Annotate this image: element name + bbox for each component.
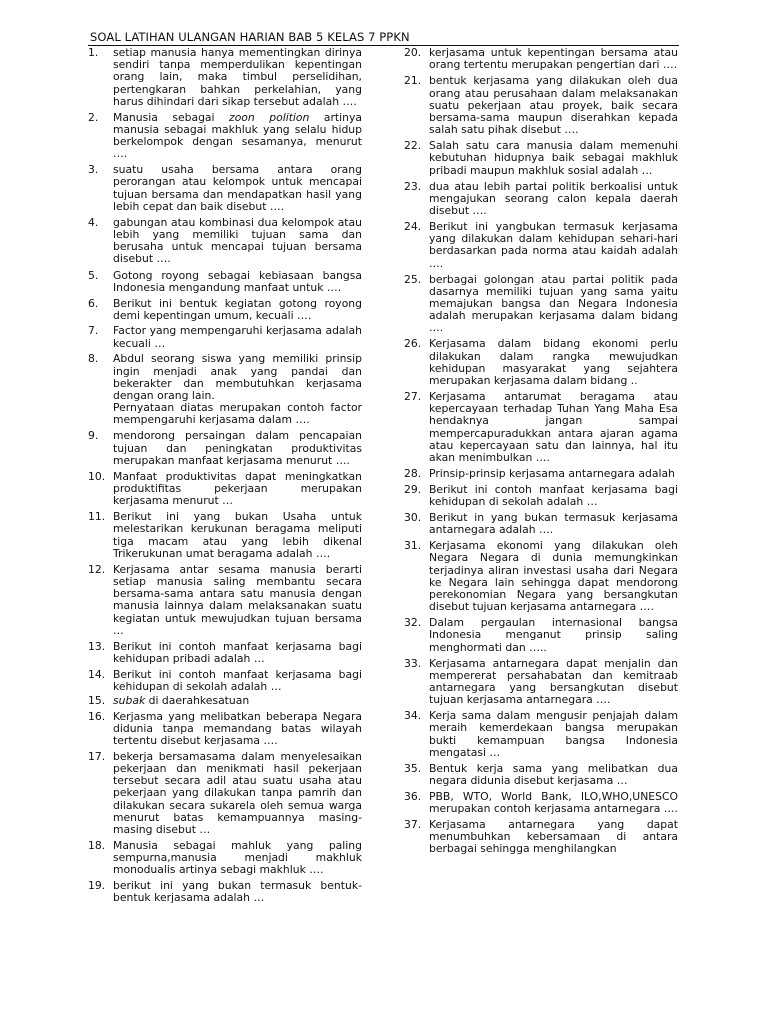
question-number: 17.: [88, 749, 106, 763]
question-text: Salah satu cara manusia dalam memenuhi kebutuhan hidupnya baik sebagai makhluk pribadi maupun makhluk sosial adalah …: [429, 139, 678, 177]
question-number: 29.: [404, 483, 422, 497]
question-text: Kerjasama antarumat beragama atau kepercayaan terhadap Tuhan Yang Maha Esa hendaknya jangan sampai mempercapuradukkan antara ajaran agama atau kepercayaan satu dan lainnya, hal itu akan menimbulkan ….: [429, 390, 678, 465]
question-number: 8.: [88, 352, 99, 366]
question-text: Bentuk kerja sama yang melibatkan dua negara didunia disebut kerjasama …: [429, 761, 678, 788]
question-text-part: Manusia sebagai: [113, 110, 230, 124]
question-text: Kerjasma yang melibatkan beberapa Negara didunia tanpa memandang batas wilayah tertentu disebut kerjasama ….: [113, 709, 362, 748]
question-text: Berikut ini bentuk kegiatan gotong royong demi kepentingan umum, kecuali ….: [113, 297, 362, 323]
question-number: 31.: [404, 539, 422, 553]
question-item: [88, 511, 362, 560]
question-text: bekerja bersamasama dalam menyelesaikan pekerjaan dan menikmati hasil pekerjaan tersebut secara adil atau suatu usaha atau pekerjaan yang dilakukan tanpa pamrih dan dilakukan secara sukarela oleh semua warga menurut batas kemampuannya masing-masing disebut …: [113, 749, 362, 837]
question-number: 30.: [404, 510, 422, 524]
question-number: 33.: [404, 656, 422, 670]
question-item: [404, 791, 678, 815]
question-text-part: artinya manusia sebagai makhluk yang selalu hidup berkelompok dengan sesamanya, menurut ….: [113, 110, 362, 161]
question-text: berikut ini yang bukan termasuk bentuk-bentuk kerjasama adalah …: [113, 879, 362, 905]
question-number: 12.: [88, 562, 106, 576]
question-item: [88, 47, 362, 108]
question-item: [404, 140, 678, 177]
question-number: 2.: [88, 110, 99, 124]
question-item: [88, 641, 362, 665]
question-number: 6.: [88, 297, 99, 311]
question-text: mendorong persaingan dalam pencapaian tujuan dan peningkatan produktivitas merupakan manfaat kerjasama menurut ….: [113, 429, 362, 467]
question-text: Kerjasama antarnegara dapat menjalin dan mempererat persahabatan dan kemitraab antarnegara yang bersangkutan disebut tujuan kerjasama antarnegara ….: [429, 656, 678, 707]
question-item: [88, 840, 362, 877]
question-item: [88, 669, 362, 693]
question-number: 36.: [404, 789, 422, 803]
question-number: 4.: [88, 215, 99, 229]
question-number: 18.: [88, 839, 106, 853]
question-item: [88, 880, 362, 904]
question-item: [88, 564, 362, 637]
question-item: [88, 217, 362, 266]
question-item: [404, 47, 678, 71]
question-text: [113, 694, 249, 707]
question-text: Berikut ini yang bukan Usaha untuk melestarikan kerukunan beragama meliputi tiga macam atau yang lebih dikenal Trikerukunan umat beragama adalah ….: [113, 510, 362, 560]
question-text: [113, 111, 362, 161]
page-title: SOAL LATIHAN ULANGAN HARIAN BAB 5 KELAS 7 PPKN: [90, 30, 410, 44]
question-number: 16.: [88, 709, 106, 723]
question-text: setiap manusia hanya mementingkan dirinya sendiri tanpa memperdulikan kepentingan orang lain, maka timbul perselidihan, pertengkaran bahkan perkelahian, yang harus dihindari dari sikap tersebut adalah ….: [113, 46, 362, 108]
question-number: 32.: [404, 616, 422, 630]
question-item: [88, 353, 362, 426]
question-number: 27.: [404, 390, 422, 404]
question-text: Berikut in yang bukan termasuk kerjasama antarnegara adalah ….: [429, 510, 678, 537]
question-number: 26.: [404, 337, 422, 351]
question-text: Prinsip-prinsip kerjasama antarnegara adalah: [429, 467, 675, 481]
question-item: [404, 819, 678, 856]
question-item: [88, 711, 362, 748]
question-number: 22.: [404, 139, 422, 153]
question-text: Kerjasama antarnegara yang dapat menumbuhkan kebersamaan di antara berbagai sehingga menghilangkan: [429, 817, 678, 856]
question-text: Manfaat produktivitas dapat meningkatkan produktifitas pekerjaan merupakan kerjasama menurut …: [113, 469, 362, 508]
question-text: Kerja sama dalam mengusir penjajah dalam meraih kemerdekaan bangsa merupakan bukti kemampuan bangsa Indonesia mengatasi …: [429, 709, 678, 759]
question-item: [404, 617, 678, 654]
question-item: [404, 468, 678, 480]
question-number: 35.: [404, 761, 422, 775]
question-text: Manusia sebagai mahluk yang paling sempurna,manusia menjadi makhluk monodualis artinya sebagi makhluk ….: [113, 839, 362, 877]
question-item: [404, 512, 678, 536]
question-item: [404, 658, 678, 707]
question-text: Berikut ini contoh manfaat kerjasama bagi kehidupan di sekolah adalah …: [113, 667, 362, 693]
question-text: Berikut ini contoh manfaat kerjasama bagi kehidupan pribadi adalah …: [113, 639, 362, 665]
question-item: [88, 471, 362, 508]
question-item: [404, 338, 678, 387]
question-text: Kerjasama dalam bidang ekonomi perlu dilakukan dalam rangka mewujudkan kehidupan masyarakat yang sejahtera merupakan kerjasama dalam bidang ..: [429, 337, 678, 388]
question-item: [88, 112, 362, 161]
question-text: suatu usaha bersama antara orang perorangan atau kelompok untuk mencapai tujuan bersama dan mendapatkan hasil yang lebih cepat dan baik disebut ….: [113, 163, 362, 213]
question-italic-term: zoon polition: [229, 110, 310, 124]
question-text: PBB, WTO, World Bank, ILO,WHO,UNESCO merupakan contoh kerjasama antarnegara ….: [429, 789, 678, 815]
question-number: 7.: [88, 324, 99, 338]
question-item: [404, 274, 678, 335]
question-number: 28.: [404, 467, 422, 481]
question-number: 15.: [88, 694, 106, 708]
question-number: 14.: [88, 667, 106, 681]
question-italic-term: subak: [113, 694, 146, 708]
question-item: [404, 710, 678, 759]
question-number: 37.: [404, 817, 422, 831]
question-item: [404, 540, 678, 613]
question-number: 24.: [404, 220, 422, 234]
question-text: Kerjasama ekonomi yang dilakukan oleh Negara Negara di dunia memungkinkan terjadinya aliran investasi usaha dari Negara ke Negara lain sehingga dapat mendorong perekonomian Negara yang bersangkutan disebut tujuan kerjasama antarnegara ….: [429, 539, 678, 614]
question-number: 20.: [404, 46, 422, 59]
question-text: bentuk kerjasama yang dilakukan oleh dua orang atau perusahaan dalam melaksanakan suatu pekerjaan atau proyek, baik secara bersama-sama maupun diserahkan kepada salah satu pihak disebut ….: [429, 74, 678, 137]
question-item: [404, 75, 678, 136]
question-item: [88, 270, 362, 294]
question-text: kerjasama untuk kepentingan bersama atau orang tertentu merupakan pengertian dari ….: [429, 46, 678, 72]
question-text: Berikut ini yangbukan termasuk kerjasama yang dilakukan dalam kehidupan sehari-hari berdasarkan pada norma atau kaidah adalah ….: [429, 220, 678, 270]
left-question-column: [88, 47, 362, 905]
question-text: dua atau lebih partai politik berkoalisi untuk mengajukan seorang calon kepala daerah disebut ….: [429, 179, 678, 218]
question-text: Berikut ini contoh manfaat kerjasama bagi kehidupan di sekolah adalah …: [429, 483, 678, 509]
question-item: [88, 325, 362, 349]
question-number: 21.: [404, 74, 422, 88]
question-number: 34.: [404, 709, 422, 723]
question-number: 9.: [88, 429, 99, 443]
question-text: Abdul seorang siswa yang memiliki prinsip ingin menjadi anak yang pandai dan bekerakter dan membutuhkan kerjasama dengan orang lain.: [113, 352, 362, 402]
question-text: Kerjasama antar sesama manusia berarti setiap manusia saling membantu secara bersama-sama antara satu manusia dengan manusia lainnya dalam melaksanakan suatu kegiatan untuk mewujudkan tujuan bersama …: [113, 562, 362, 637]
question-number: 19.: [88, 879, 106, 893]
question-number: 3.: [88, 163, 99, 177]
question-item: [88, 430, 362, 467]
question-number: 1.: [88, 46, 99, 59]
question-text: gabungan atau kombinasi dua kelompok atau lebih yang memiliki tujuan sama dan berusaha untuk mencapai tujuan bersama disebut ….: [113, 215, 362, 266]
question-number: 25.: [404, 272, 422, 286]
question-item: [404, 484, 678, 508]
question-item: [404, 181, 678, 218]
question-item: [88, 298, 362, 322]
question-number: 13.: [88, 639, 106, 653]
question-text-rest: di daerahkesatuan: [145, 694, 250, 708]
question-number: 10.: [88, 469, 106, 483]
right-question-column: [404, 47, 678, 856]
question-number: 11.: [88, 510, 106, 524]
question-item: [404, 221, 678, 270]
question-item: [88, 695, 362, 707]
question-text: Dalam pergaulan internasional bangsa Indonesia menganut prinsip saling menghormati dan …..: [429, 616, 678, 654]
question-item: [404, 763, 678, 787]
question-number: 5.: [88, 269, 99, 283]
question-text: berbagai golongan atau partai politik pada dasarnya memiliki tujuan yang sama yaitu memajukan bangsa dan Negara Indonesia adalah merupakan kerjasama dalam bidang ….: [429, 272, 678, 335]
question-item: [404, 391, 678, 464]
question-text: Gotong royong sebagai kebiasaan bangsa Indonesia mengandung manfaat untuk ….: [113, 269, 362, 295]
question-item: [88, 751, 362, 836]
question-number: 23.: [404, 179, 422, 193]
question-text: Factor yang mempengaruhi kerjasama adalah kecuali …: [113, 324, 362, 350]
question-text-continued: Pernyataan diatas merupakan contoh factor mempengaruhi kerjasama dalam ….: [113, 401, 362, 427]
question-item: [88, 164, 362, 213]
